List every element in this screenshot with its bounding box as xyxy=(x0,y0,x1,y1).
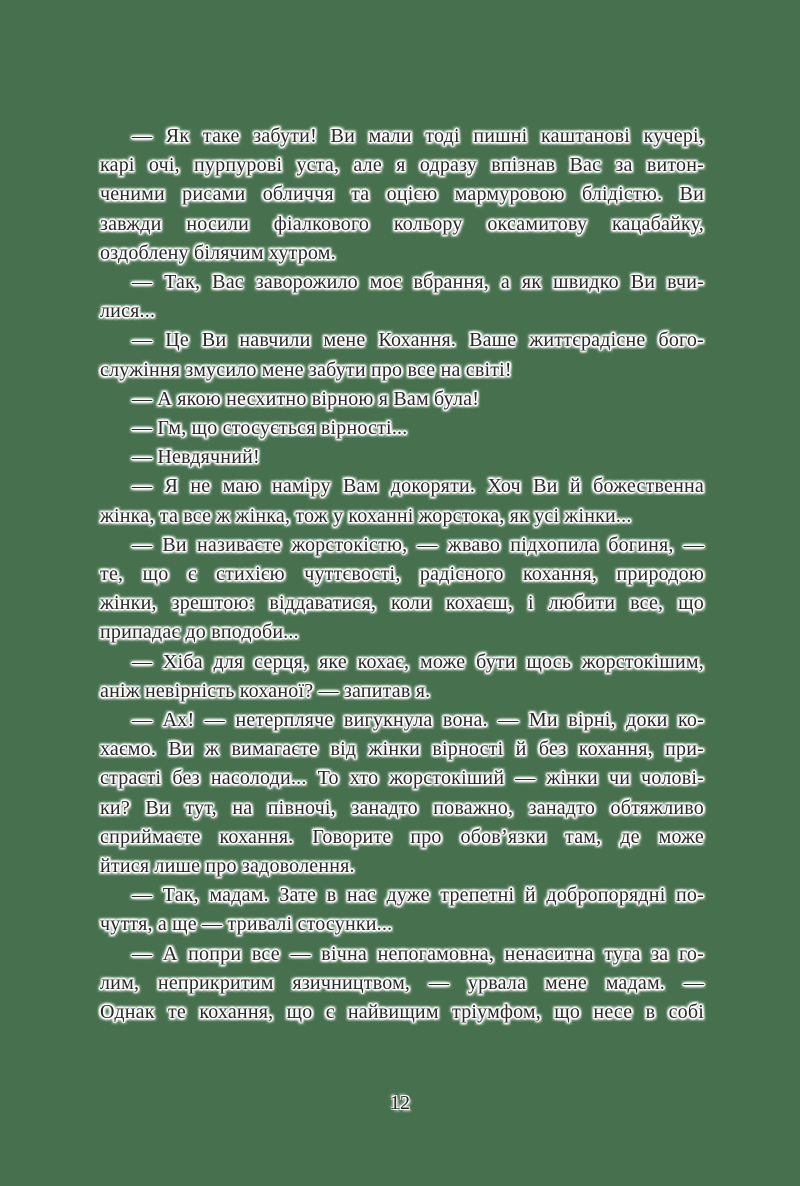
text-line: — Невдячний! xyxy=(132,446,260,469)
text-line: завжди носили фіалкового кольору оксамитову кацабайку, xyxy=(100,212,704,235)
page-number: 12 xyxy=(390,1092,410,1114)
text-line: — А попри все — вічна непогамовна, ненаситна туга за го- xyxy=(132,942,704,965)
text-line: — Хіба для серця, яке кохає, може бути щось жорстокішим, xyxy=(132,650,704,673)
text-line: — Це Ви навчили мене Кохання. Ваше життєрадісне бого- xyxy=(132,329,704,352)
text-line: хаємо. Ви ж вимагаєте від жінки вірності й без кохання, при- xyxy=(100,738,704,761)
text-line: чуття, а ще — тривалі стосунки... xyxy=(100,913,393,936)
text-line: те, що є стихією чуттєвості, радісного кохання, природою xyxy=(100,563,704,586)
text-line: йтися лише про задоволення. xyxy=(100,855,355,878)
text-line: — Як таке забути! Ви мали тоді пишні каштанові кучері, xyxy=(132,125,704,147)
text-line: — Ви називаєте жорстокістю, — жваво підхопила богиня, — xyxy=(132,533,704,556)
text-line: аніж невірність коханої? — запитав я. xyxy=(100,679,431,702)
text-line: ченими рисами обличчя та оцією мармуровою блідістю. Ви xyxy=(100,183,704,206)
text-line: — Гм, що стосується вірності... xyxy=(132,417,408,440)
text-line: служіння змусило мене забути про все на світі! xyxy=(100,358,512,381)
text-line: лися... xyxy=(100,300,156,323)
text-line: сприймаєте кохання. Говорите про обов’язки там, де може xyxy=(100,825,704,848)
text-line: — А якою несхитно вірною я Вам була! xyxy=(132,387,480,410)
text-line: жінки, зрештою: віддаватися, коли кохаєш, і любити все, що xyxy=(100,592,704,615)
text-line: — Я не маю наміру Вам докоряти. Хоч Ви й божественна xyxy=(132,475,704,498)
text-line: лим, неприкритим язичництвом, — урвала мене мадам. — xyxy=(100,971,704,994)
text-line: ки? Ви тут, на півночі, занадто поважно, занадто обтяжливо xyxy=(100,796,704,819)
text-line: — Ах! — нетерпляче вигукнула вона. — Ми вірні, доки ко- xyxy=(132,709,704,732)
text-line: — Так, мадам. Зате в нас дуже трепетні й добропорядні по- xyxy=(132,884,704,907)
text-line: карі очі, пурпурові уста, але я одразу впізнав Вас за витон- xyxy=(100,154,704,177)
text-line: страсті без насолоди... То хто жорстокіший — жінки чи чолові- xyxy=(100,767,704,790)
text-line: припадає до вподоби... xyxy=(100,621,299,644)
text-line: Однак те кохання, що є найвищим тріумфом, що несе в собі xyxy=(100,1001,704,1024)
text-line: жінка, та все ж жінка, тож у коханні жорстока, як усі жінки... xyxy=(100,504,632,527)
text-line: — Так, Вас заворожило моє вбрання, а як швидко Ви вчи- xyxy=(132,271,704,294)
page-text-block xyxy=(100,122,704,1027)
text-line: оздоблену білячим хутром. xyxy=(100,241,336,264)
